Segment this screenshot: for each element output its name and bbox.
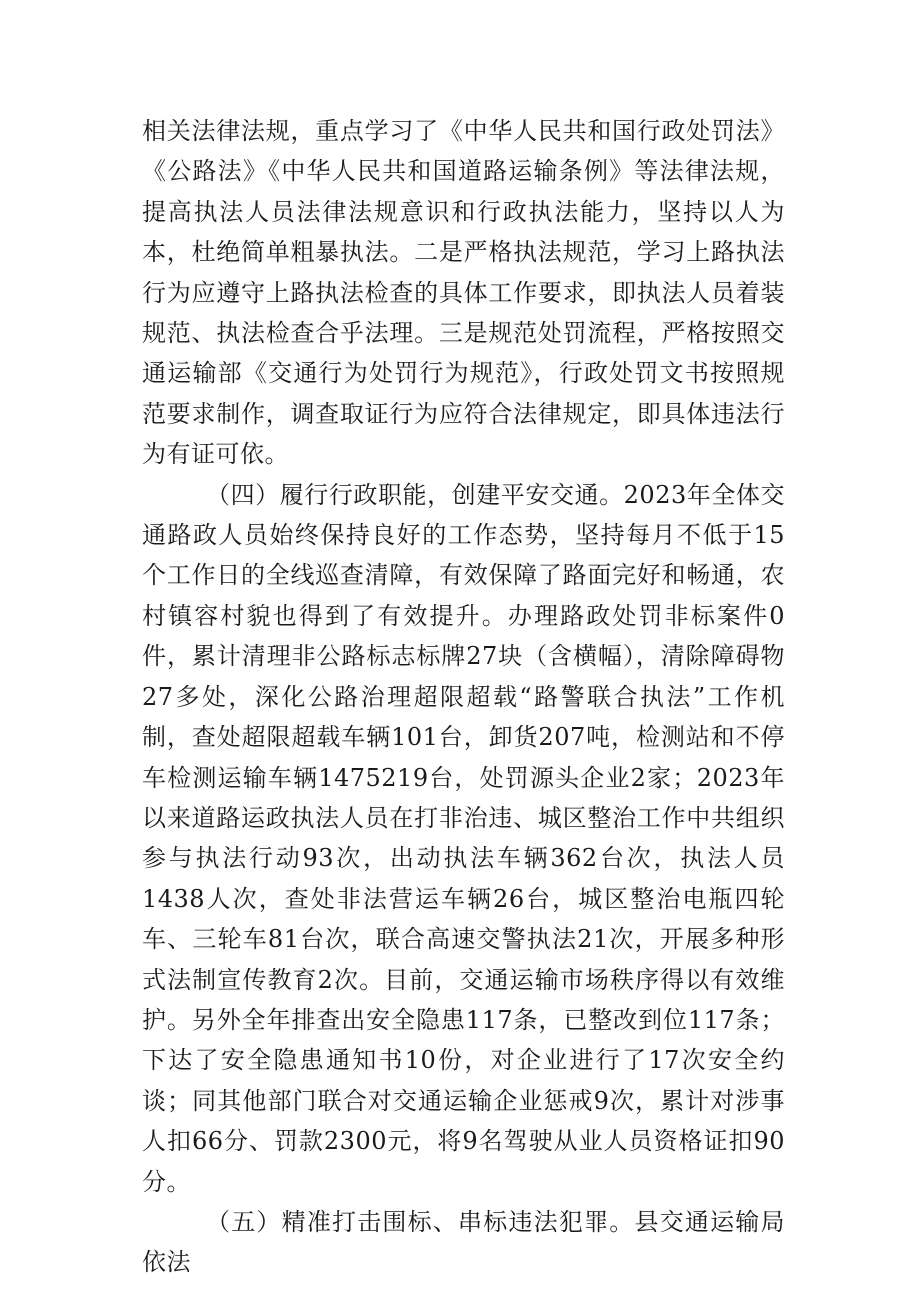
paragraph-legal-training: 相关法律法规，重点学习了《中华人民共和国行政处罚法》《公路法》《中华人民共和国道路运输条例》等法律法规，提高执法人员法律法规意识和行政执法能力，坚持以人为本，杜绝简单粗暴执法。二是严格执法规范，学习上路执法行为应遵守上路执法检查的具体工作要求，即执法人员着装规范、执法检查合乎法理。三是规范处罚流程，严格按照交通运输部《交通行为处罚行为规范》，行政处罚文书按照规范要求制作，调查取证行为应符合法律规定，即具体违法行为有证可依。 [142, 117, 785, 469]
paragraph-bid-rigging-crackdown: （五）精准打击围标、串标违法犯罪。县交通运输局依法 [142, 1207, 785, 1277]
paragraph-administrative-duties: （四）履行行政职能，创建平安交通。2023年全体交通路政人员始终保持良好的工作态势，坚持每月不低于15个工作日的全线巡查清障，有效保障了路面完好和畅通，农村镇容村貌也得到了有效提升。办理路政处罚非标案件0件，累计清理非公路标志标牌27块（含横幅），清除障碍物27多处，深化公路治理超限超载“路警联合执法”工作机制，查处超限超载车辆101台，卸货207吨，检测站和不停车检测运输车辆1475219台，处罚源头企业2家；2023年以来道路运政执法人员在打非治违、城区整治工作中共组织参与执法行动93次，出动执法车辆362台次，执法人员1438人次，查处非法营运车辆26台，城区整治电瓶四轮车、三轮车81台次，联合高速交警执法21次，开展多种形式法制宣传教育2次。目前，交通运输市场秩序得以有效维护。另外全年排查出安全隐患117条，已整改到位117条；下达了安全隐患通知书10份，对企业进行了17次安全约谈；同其他部门联合对交通运输企业惩戒9次，累计对涉事人扣66分、罚款2300元，将9名驾驶从业人员资格证扣90分。 [142, 480, 785, 1196]
document-body [142, 111, 785, 1283]
